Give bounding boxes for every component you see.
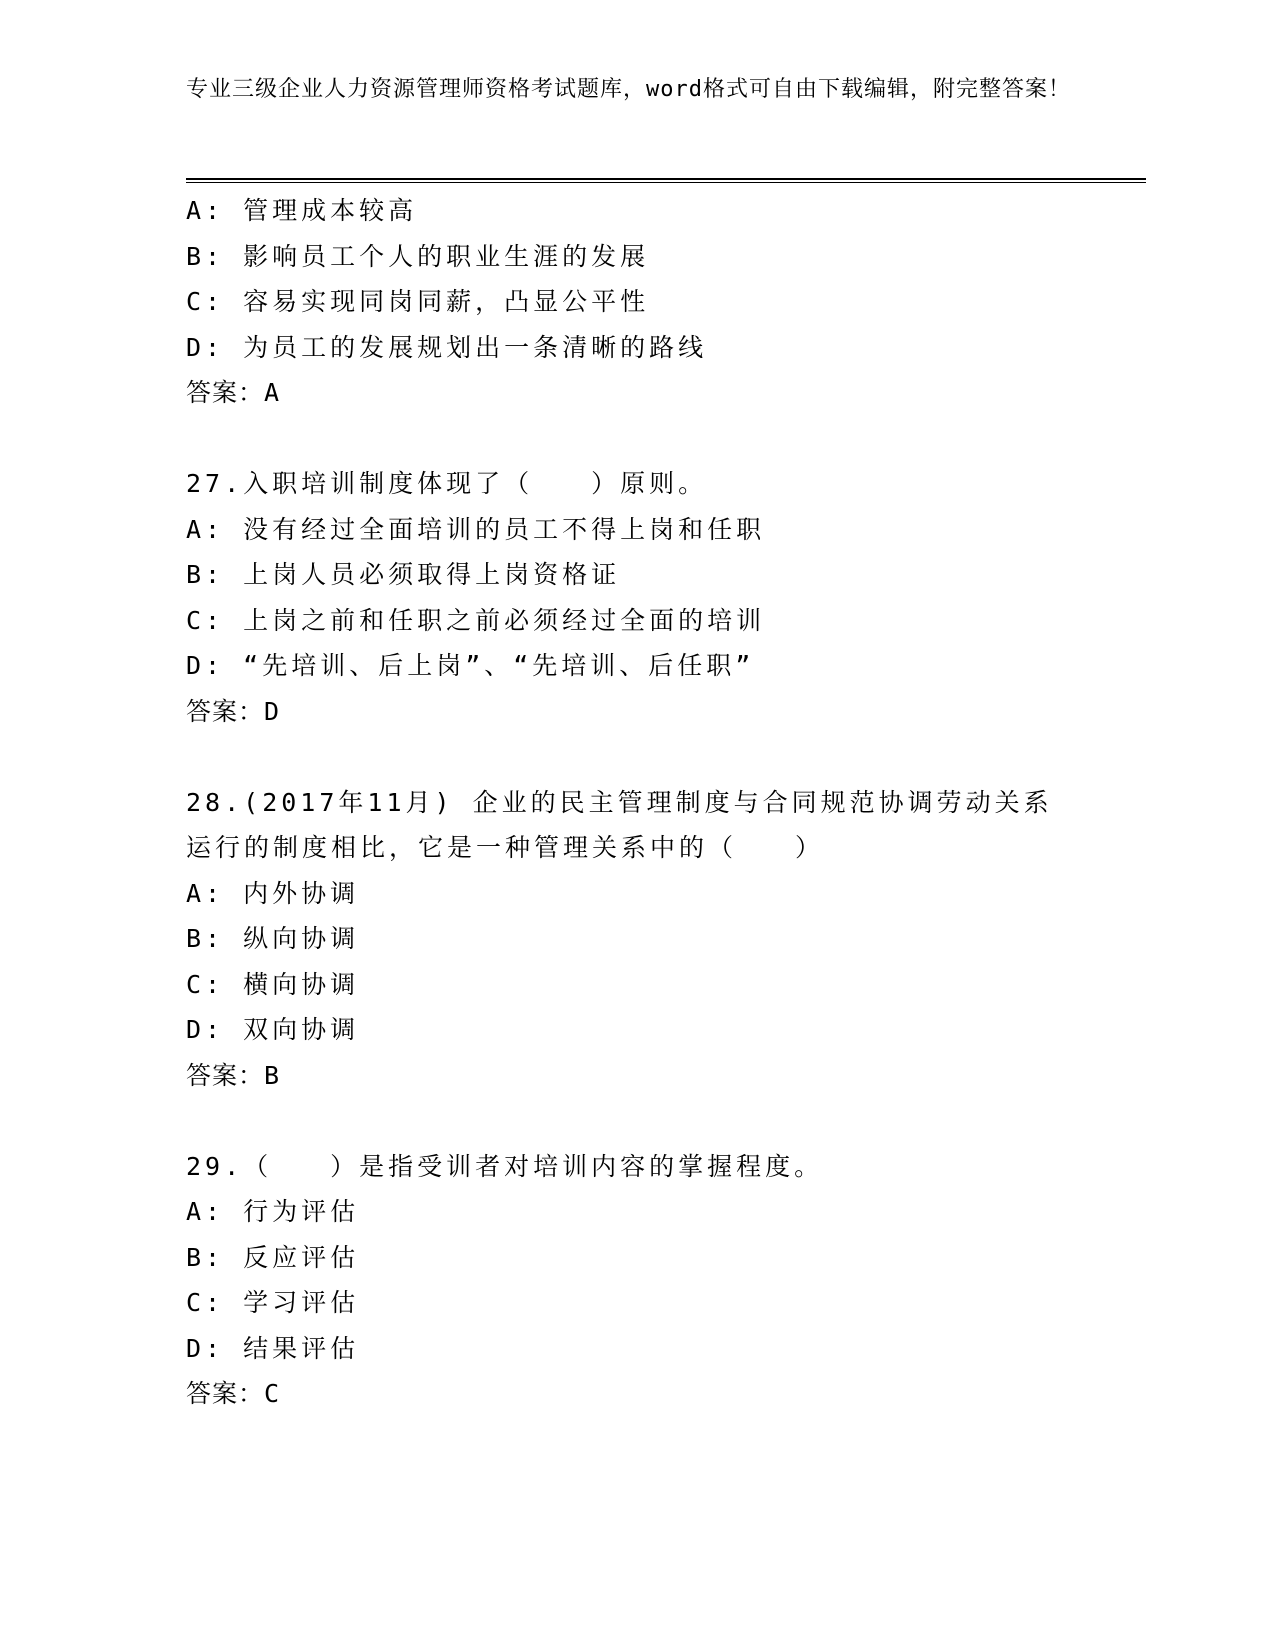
- question-block: [186, 461, 1146, 734]
- option-b: B: 纵向协调: [186, 924, 360, 953]
- option-c: C: 上岗之前和任职之前必须经过全面的培训: [186, 605, 766, 635]
- option-b: B: 反应评估: [186, 1242, 360, 1272]
- option-b: B: 影响员工个人的职业生涯的发展: [186, 241, 650, 271]
- answer: 答案：B: [186, 1060, 281, 1090]
- question-list: [186, 188, 1146, 1417]
- option-c: C: 学习评估: [186, 1288, 360, 1317]
- answer: 答案：D: [186, 696, 281, 726]
- option-d: D: 双向协调: [186, 1015, 360, 1044]
- question-text: 29.（ ）是指受训者对培训内容的掌握程度。: [186, 1151, 824, 1181]
- option-a: A: 没有经过全面培训的员工不得上岗和任职: [186, 514, 766, 544]
- question-block: [186, 780, 1146, 1099]
- question-block: [186, 1144, 1146, 1417]
- option-d: D: 结果评估: [186, 1333, 360, 1363]
- answer: 答案：A: [186, 378, 281, 407]
- option-a: A: 内外协调: [186, 878, 360, 908]
- option-c: C: 横向协调: [186, 969, 360, 999]
- option-d: D: 为员工的发展规划出一条清晰的路线: [186, 332, 708, 362]
- option-b: B: 上岗人员必须取得上岗资格证: [186, 560, 621, 589]
- question-text: 28.(2017年11月) 企业的民主管理制度与合同规范协调劳动关系运行的制度相比，它是一种管理关系中的（ ）: [186, 787, 1053, 862]
- answer: 答案：C: [186, 1379, 281, 1408]
- option-c: C: 容易实现同岗同薪，凸显公平性: [186, 287, 650, 316]
- option-a: A: 行为评估: [186, 1197, 360, 1226]
- option-a: A: 管理成本较高: [186, 196, 418, 225]
- header-divider: [186, 178, 1146, 183]
- document-header: 专业三级企业人力资源管理师资格考试题库，word格式可自由下载编辑，附完整答案！: [186, 77, 1071, 102]
- question-block: [186, 188, 1146, 416]
- question-text: 27.入职培训制度体现了（ ）原则。: [186, 469, 708, 498]
- option-d: D: “先培训、后上岗”、“先培训、后任职”: [186, 651, 755, 680]
